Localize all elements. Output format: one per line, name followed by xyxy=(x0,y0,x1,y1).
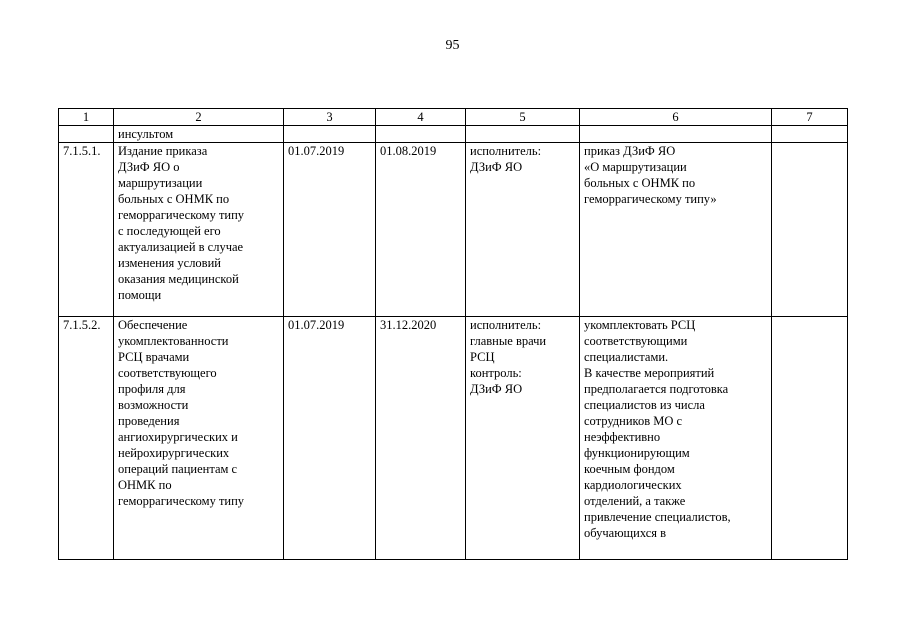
table-cell xyxy=(772,126,848,143)
table-cell: инсультом xyxy=(114,126,284,143)
result-cell: приказ ДЗиФ ЯО «О маршрутизации больных с ОНМК по геморрагическому типу» xyxy=(580,143,772,317)
column-7-cell xyxy=(772,143,848,317)
table-cell xyxy=(59,126,114,143)
table-cell xyxy=(466,126,580,143)
measures-table xyxy=(58,108,848,560)
result-cell: укомплектовать РСЦ соответствующими специалистами. В качестве мероприятий предполагается подготовка специалистов из числа сотрудников МО с неэффективно функционирующим коечным фондом кардиологических отделений, а также привлечение специалистов, обучающихся в xyxy=(580,317,772,560)
executor-cell: исполнитель: главные врачи РСЦ контроль: ДЗиФ ЯО xyxy=(466,317,580,560)
page-number: 95 xyxy=(445,38,460,53)
start-date-cell: 01.07.2019 xyxy=(284,317,376,560)
table-cell xyxy=(580,126,772,143)
table-row xyxy=(59,143,848,317)
header-cell-3: 3 xyxy=(284,109,376,126)
header-cell-7: 7 xyxy=(772,109,848,126)
header-cell-2: 2 xyxy=(114,109,284,126)
executor-cell: исполнитель: ДЗиФ ЯО xyxy=(466,143,580,317)
header-cell-4: 4 xyxy=(376,109,466,126)
table-row xyxy=(59,317,848,560)
item-number-cell: 7.1.5.1. xyxy=(59,143,114,317)
start-date-cell: 01.07.2019 xyxy=(284,143,376,317)
table-cell xyxy=(376,126,466,143)
table-cell xyxy=(284,126,376,143)
column-7-cell xyxy=(772,317,848,560)
action-cell: Издание приказа ДЗиФ ЯО о маршрутизации больных с ОНМК по геморрагическому типу с последующей его актуализацией в случае изменения условий оказания медицинской помощи xyxy=(114,143,284,317)
table-header-row xyxy=(59,109,848,126)
action-cell: Обеспечение укомплектованности РСЦ врачами соответствующего профиля для возможности проведения ангиохирургических и нейрохирургических операций пациентам с ОНМК по геморрагическому типу xyxy=(114,317,284,560)
item-number-cell: 7.1.5.2. xyxy=(59,317,114,560)
continuation-row xyxy=(59,126,848,143)
header-cell-6: 6 xyxy=(580,109,772,126)
end-date-cell: 01.08.2019 xyxy=(376,143,466,317)
header-cell-5: 5 xyxy=(466,109,580,126)
end-date-cell: 31.12.2020 xyxy=(376,317,466,560)
header-cell-1: 1 xyxy=(59,109,114,126)
